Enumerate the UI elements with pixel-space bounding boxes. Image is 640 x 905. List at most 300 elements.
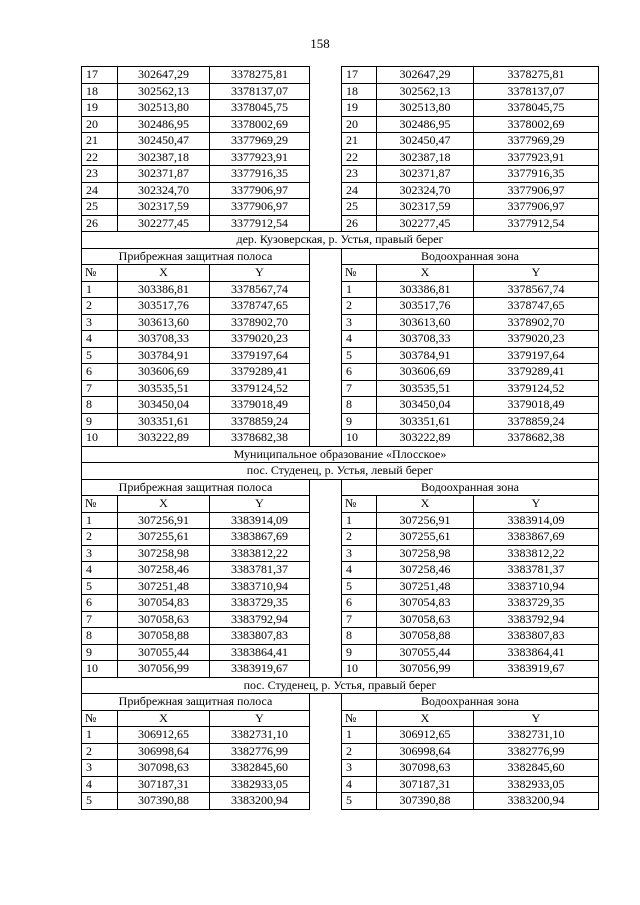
right-y-coord: 3383729,35 [474,595,599,612]
right-x-coord: 302513,80 [377,100,474,117]
left-x-coord: 307187,31 [118,776,210,793]
right-x-coord: 306998,64 [377,743,474,760]
left-x-coord: 303535,51 [118,380,210,397]
column-gap [310,413,342,430]
right-y-coord: 3382731,10 [474,727,599,744]
right-zone-heading: Водоохранная зона [342,479,599,496]
left-point-number: 23 [82,166,118,183]
right-point-number: 4 [342,776,377,793]
table-row [82,644,599,661]
right-x-coord: 303535,51 [377,380,474,397]
left-zone-heading: Прибрежная защитная полоса [82,248,310,265]
right-y-coord: 3379018,49 [474,397,599,414]
left-x-coord: 303613,60 [118,314,210,331]
right-y-coord: 3383919,67 [474,661,599,678]
right-point-number: 8 [342,628,377,645]
left-y-coord: 3378002,69 [210,116,310,133]
table-row [82,413,599,430]
right-point-number: 2 [342,298,377,315]
right-x-coord: 302450,47 [377,133,474,150]
left-y-coord: 3378747,65 [210,298,310,315]
left-x-coord: 307255,61 [118,529,210,546]
right-col-header: № [342,496,377,513]
table-row [82,83,599,100]
column-gap [310,512,342,529]
right-point-number: 1 [342,727,377,744]
left-y-coord: 3377923,91 [210,149,310,166]
left-x-coord: 302513,80 [118,100,210,117]
right-x-coord: 302324,70 [377,182,474,199]
table-row [82,364,599,381]
table-row [82,133,599,150]
right-y-coord: 3377923,91 [474,149,599,166]
municipality-title: Муниципальное образование «Плосское» [82,446,599,463]
right-point-number: 20 [342,116,377,133]
left-point-number: 25 [82,199,118,216]
right-y-coord: 3377912,54 [474,215,599,232]
right-point-number: 4 [342,331,377,348]
left-x-coord: 303450,04 [118,397,210,414]
right-point-number: 18 [342,83,377,100]
table-row [82,116,599,133]
right-point-number: 9 [342,644,377,661]
left-zone-heading: Прибрежная защитная полоса [82,694,310,711]
left-x-coord: 307258,98 [118,545,210,562]
left-x-coord: 303517,76 [118,298,210,315]
right-point-number: 1 [342,512,377,529]
column-header-row [82,496,599,513]
table-row [82,562,599,579]
right-y-coord: 3379020,23 [474,331,599,348]
left-point-number: 24 [82,182,118,199]
zone-heading-row [82,248,599,265]
left-x-coord: 302450,47 [118,133,210,150]
right-point-number: 17 [342,67,377,84]
zone-heading-row [82,479,599,496]
left-y-coord: 3378859,24 [210,413,310,430]
left-y-coord: 3378275,81 [210,67,310,84]
left-y-coord: 3378682,38 [210,430,310,447]
left-y-coord: 3379018,49 [210,397,310,414]
right-y-coord: 3383200,94 [474,793,599,810]
right-x-coord: 306912,65 [377,727,474,744]
table-row [82,331,599,348]
right-x-coord: 307055,44 [377,644,474,661]
right-x-coord: 302371,87 [377,166,474,183]
table-row [82,760,599,777]
left-y-coord: 3378137,07 [210,83,310,100]
right-y-coord: 3378045,75 [474,100,599,117]
right-y-coord: 3378002,69 [474,116,599,133]
right-point-number: 5 [342,347,377,364]
column-gap [310,743,342,760]
right-col-header: X [377,265,474,282]
table-row [82,314,599,331]
right-x-coord: 302486,95 [377,116,474,133]
left-x-coord: 307056,99 [118,661,210,678]
column-gap [310,397,342,414]
right-y-coord: 3378275,81 [474,67,599,84]
right-x-coord: 303613,60 [377,314,474,331]
right-x-coord: 303386,81 [377,281,474,298]
right-x-coord: 307098,63 [377,760,474,777]
left-y-coord: 3377969,29 [210,133,310,150]
right-y-coord: 3383867,69 [474,529,599,546]
column-gap [310,694,342,711]
table-row [82,100,599,117]
left-x-coord: 307390,88 [118,793,210,810]
left-point-number: 7 [82,611,118,628]
page-number: 158 [310,36,330,51]
left-x-coord: 307055,44 [118,644,210,661]
column-gap [310,347,342,364]
column-gap [310,265,342,282]
right-x-coord: 303517,76 [377,298,474,315]
column-gap [310,496,342,513]
right-y-coord: 3382845,60 [474,760,599,777]
table-row [82,182,599,199]
left-point-number: 9 [82,644,118,661]
left-x-coord: 302277,45 [118,215,210,232]
right-point-number: 25 [342,199,377,216]
table-row [82,545,599,562]
left-point-number: 9 [82,413,118,430]
left-y-coord: 3383867,69 [210,529,310,546]
right-point-number: 2 [342,529,377,546]
right-y-coord: 3383864,41 [474,644,599,661]
left-point-number: 3 [82,545,118,562]
left-point-number: 6 [82,364,118,381]
right-point-number: 24 [342,182,377,199]
left-x-coord: 307054,83 [118,595,210,612]
table-row [82,281,599,298]
right-point-number: 10 [342,430,377,447]
right-y-coord: 3377969,29 [474,133,599,150]
right-point-number: 22 [342,149,377,166]
left-y-coord: 3379289,41 [210,364,310,381]
column-gap [310,611,342,628]
left-point-number: 8 [82,628,118,645]
right-point-number: 21 [342,133,377,150]
right-col-header: X [377,710,474,727]
right-point-number: 5 [342,793,377,810]
column-gap [310,793,342,810]
left-point-number: 4 [82,776,118,793]
column-gap [310,331,342,348]
left-y-coord: 3379020,23 [210,331,310,348]
column-gap [310,430,342,447]
left-y-coord: 3382776,99 [210,743,310,760]
left-x-coord: 302387,18 [118,149,210,166]
left-x-coord: 302486,95 [118,116,210,133]
column-gap [310,281,342,298]
left-y-coord: 3383200,94 [210,793,310,810]
left-x-coord: 303351,61 [118,413,210,430]
left-x-coord: 303606,69 [118,364,210,381]
left-point-number: 19 [82,100,118,117]
table-row [82,776,599,793]
left-x-coord: 302562,13 [118,83,210,100]
right-x-coord: 303606,69 [377,364,474,381]
left-y-coord: 3383792,94 [210,611,310,628]
right-x-coord: 303450,04 [377,397,474,414]
right-point-number: 8 [342,397,377,414]
left-point-number: 21 [82,133,118,150]
left-point-number: 2 [82,529,118,546]
left-col-header: Y [210,265,310,282]
left-y-coord: 3377906,97 [210,182,310,199]
right-x-coord: 302317,59 [377,199,474,216]
left-x-coord: 307251,48 [118,578,210,595]
column-gap [310,298,342,315]
left-point-number: 5 [82,793,118,810]
left-zone-heading: Прибрежная защитная полоса [82,479,310,496]
right-point-number: 6 [342,364,377,381]
right-y-coord: 3378137,07 [474,83,599,100]
column-gap [310,727,342,744]
left-x-coord: 302317,59 [118,199,210,216]
column-gap [310,199,342,216]
column-gap [310,595,342,612]
left-point-number: 4 [82,331,118,348]
column-gap [310,133,342,150]
section-title-row [82,463,599,480]
left-point-number: 5 [82,347,118,364]
right-zone-heading: Водоохранная зона [342,248,599,265]
column-gap [310,776,342,793]
table-row [82,611,599,628]
right-point-number: 7 [342,380,377,397]
table-row [82,298,599,315]
left-y-coord: 3383914,09 [210,512,310,529]
left-col-header: X [118,265,210,282]
column-gap [310,380,342,397]
right-x-coord: 302562,13 [377,83,474,100]
left-col-header: № [82,265,118,282]
table-row [82,628,599,645]
column-gap [310,562,342,579]
table-row [82,595,599,612]
left-point-number: 7 [82,380,118,397]
right-y-coord: 3378902,70 [474,314,599,331]
right-y-coord: 3383781,37 [474,562,599,579]
right-x-coord: 307258,98 [377,545,474,562]
left-y-coord: 3378902,70 [210,314,310,331]
left-y-coord: 3382731,10 [210,727,310,744]
left-point-number: 1 [82,727,118,744]
right-point-number: 2 [342,743,377,760]
table-row [82,793,599,810]
right-col-header: Y [474,496,599,513]
right-point-number: 9 [342,413,377,430]
left-y-coord: 3383812,22 [210,545,310,562]
column-gap [310,215,342,232]
table-row [82,430,599,447]
left-y-coord: 3378567,74 [210,281,310,298]
left-y-coord: 3382845,60 [210,760,310,777]
table-row [82,166,599,183]
column-gap [310,479,342,496]
left-x-coord: 303708,33 [118,331,210,348]
left-col-header: Y [210,496,310,513]
right-y-coord: 3379197,64 [474,347,599,364]
left-y-coord: 3378045,75 [210,100,310,117]
left-point-number: 26 [82,215,118,232]
right-y-coord: 3379124,52 [474,380,599,397]
right-x-coord: 303708,33 [377,331,474,348]
right-x-coord: 307058,63 [377,611,474,628]
left-x-coord: 307258,46 [118,562,210,579]
left-point-number: 22 [82,149,118,166]
left-col-header: № [82,496,118,513]
left-x-coord: 307058,63 [118,611,210,628]
column-gap [310,628,342,645]
column-gap [310,100,342,117]
left-point-number: 1 [82,281,118,298]
left-point-number: 3 [82,760,118,777]
right-col-header: X [377,496,474,513]
table-row [82,215,599,232]
table-row [82,661,599,678]
left-col-header: X [118,496,210,513]
left-x-coord: 306912,65 [118,727,210,744]
left-point-number: 2 [82,298,118,315]
right-x-coord: 303351,61 [377,413,474,430]
column-gap [310,578,342,595]
left-point-number: 6 [82,595,118,612]
right-y-coord: 3383807,83 [474,628,599,645]
column-gap [310,661,342,678]
column-gap [310,182,342,199]
right-y-coord: 3379289,41 [474,364,599,381]
right-x-coord: 307390,88 [377,793,474,810]
table-row [82,67,599,84]
left-point-number: 8 [82,397,118,414]
right-col-header: № [342,710,377,727]
right-y-coord: 3378567,74 [474,281,599,298]
right-point-number: 10 [342,661,377,678]
right-point-number: 1 [342,281,377,298]
left-x-coord: 303784,91 [118,347,210,364]
table-row [82,397,599,414]
table-row [82,149,599,166]
right-x-coord: 307056,99 [377,661,474,678]
table-row [82,529,599,546]
right-point-number: 19 [342,100,377,117]
column-gap [310,545,342,562]
left-x-coord: 307058,88 [118,628,210,645]
column-header-row [82,265,599,282]
column-gap [310,644,342,661]
coordinates-table [81,66,599,810]
left-y-coord: 3383729,35 [210,595,310,612]
table-row [82,347,599,364]
left-x-coord: 303386,81 [118,281,210,298]
left-y-coord: 3377906,97 [210,199,310,216]
section-title-row [82,677,599,694]
right-y-coord: 3378859,24 [474,413,599,430]
column-gap [310,760,342,777]
table-row [82,199,599,216]
section-title: пос. Студенец, р. Устья, правый берег [82,677,599,694]
column-gap [310,166,342,183]
left-x-coord: 302371,87 [118,166,210,183]
right-y-coord: 3378682,38 [474,430,599,447]
column-gap [310,314,342,331]
left-col-header: X [118,710,210,727]
right-point-number: 3 [342,314,377,331]
left-y-coord: 3379197,64 [210,347,310,364]
right-y-coord: 3377916,35 [474,166,599,183]
column-header-row [82,710,599,727]
right-x-coord: 303222,89 [377,430,474,447]
left-col-header: Y [210,710,310,727]
left-y-coord: 3383807,83 [210,628,310,645]
left-y-coord: 3377916,35 [210,166,310,183]
left-point-number: 2 [82,743,118,760]
right-x-coord: 307054,83 [377,595,474,612]
right-x-coord: 307256,91 [377,512,474,529]
table-row [82,512,599,529]
left-point-number: 3 [82,314,118,331]
right-y-coord: 3383710,94 [474,578,599,595]
table-row [82,727,599,744]
left-x-coord: 306998,64 [118,743,210,760]
right-x-coord: 307255,61 [377,529,474,546]
right-col-header: № [342,265,377,282]
left-x-coord: 307098,63 [118,760,210,777]
table-row [82,380,599,397]
right-point-number: 23 [342,166,377,183]
zone-heading-row [82,694,599,711]
left-y-coord: 3377912,54 [210,215,310,232]
left-x-coord: 307256,91 [118,512,210,529]
right-y-coord: 3377906,97 [474,199,599,216]
right-y-coord: 3383812,22 [474,545,599,562]
left-y-coord: 3383710,94 [210,578,310,595]
right-point-number: 3 [342,760,377,777]
left-y-coord: 3383919,67 [210,661,310,678]
left-point-number: 10 [82,430,118,447]
right-y-coord: 3377906,97 [474,182,599,199]
table-row [82,578,599,595]
right-x-coord: 307251,48 [377,578,474,595]
left-x-coord: 302324,70 [118,182,210,199]
left-point-number: 1 [82,512,118,529]
right-point-number: 26 [342,215,377,232]
left-point-number: 20 [82,116,118,133]
municipality-row [82,446,599,463]
right-col-header: Y [474,265,599,282]
section-title-row [82,232,599,249]
column-gap [310,83,342,100]
right-point-number: 3 [342,545,377,562]
left-point-number: 10 [82,661,118,678]
right-x-coord: 303784,91 [377,347,474,364]
left-y-coord: 3382933,05 [210,776,310,793]
left-y-coord: 3383781,37 [210,562,310,579]
right-x-coord: 307187,31 [377,776,474,793]
left-point-number: 5 [82,578,118,595]
left-col-header: № [82,710,118,727]
right-y-coord: 3383914,09 [474,512,599,529]
left-y-coord: 3379124,52 [210,380,310,397]
right-x-coord: 302387,18 [377,149,474,166]
column-gap [310,364,342,381]
column-gap [310,67,342,84]
table-row [82,743,599,760]
right-point-number: 6 [342,595,377,612]
